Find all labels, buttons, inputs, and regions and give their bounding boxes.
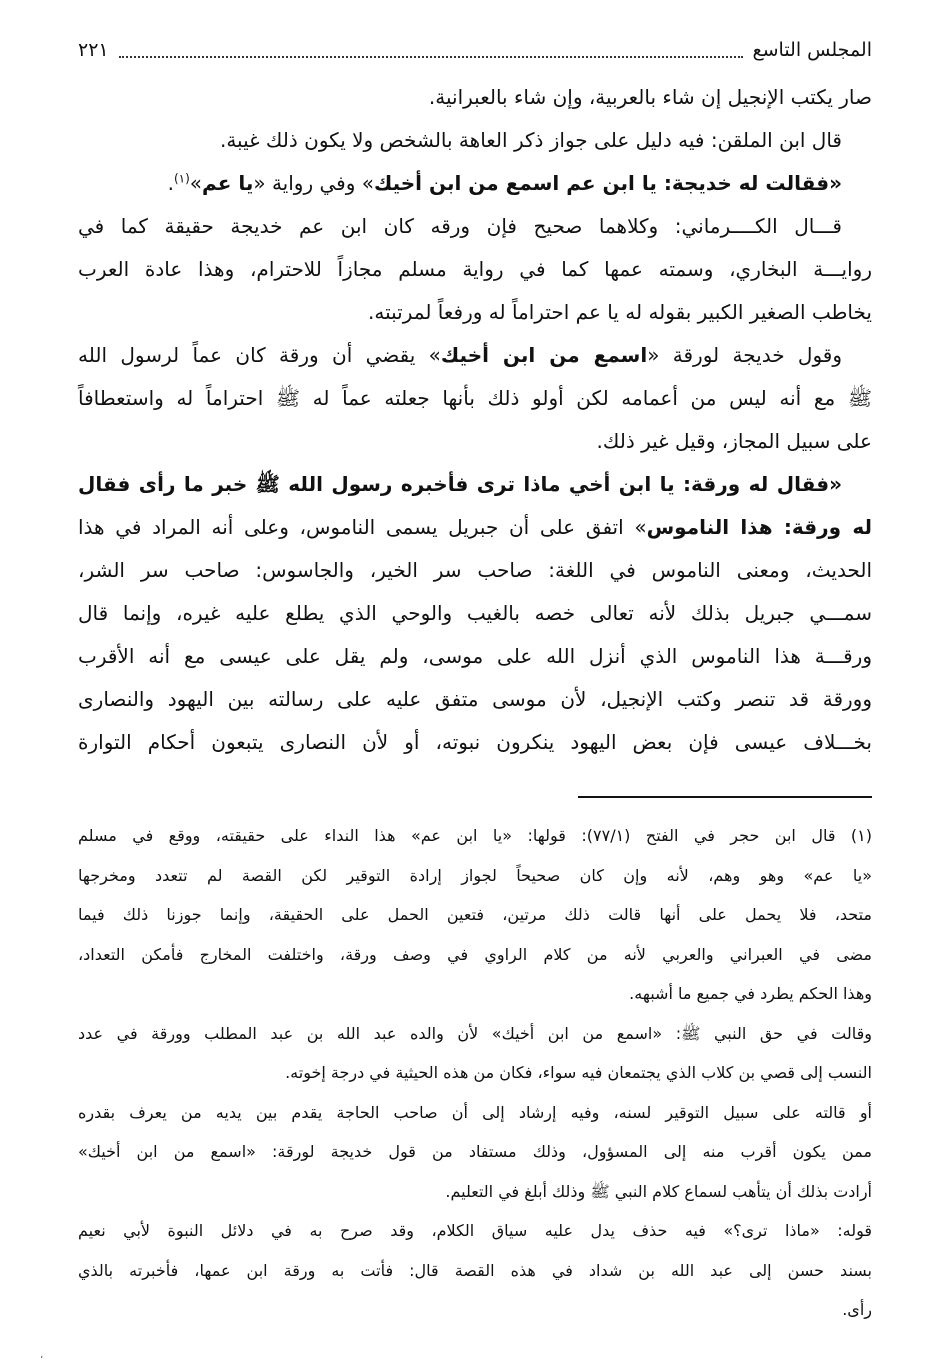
body-line: [78, 420, 872, 463]
text-segment: » وفي رواية «: [253, 171, 374, 195]
footnote-line: [78, 1172, 872, 1212]
text-segment: سمـــي جبريل بذلك لأنه تعالى خصه بالغيب والوحي الذي يطلع عليه غيره، وإنما قال: [78, 601, 872, 625]
footnote-line: [78, 1053, 872, 1093]
body-line: [78, 291, 872, 334]
text-segment: أرادت بذلك أن يتأهب لسماع كلام النبي ﷺ وذلك أبلغ في التعليم.: [445, 1181, 872, 1201]
body-line: [78, 377, 872, 420]
text-segment: روايـــة البخاري، وسمته عمها كما في رواية مسلم مجازاً للاحترام، وهذا عادة العرب: [78, 257, 872, 281]
text-segment: (١) قال ابن حجر في الفتح (٧٧/١): قولها: «يا ابن عم» هذا النداء على حقيقته، ووقع في مسلم: [78, 826, 873, 845]
main-text: [78, 76, 872, 764]
text-segment: النسب إلى قصي بن كلاب الذي يجتمعان فيه سواء، فكان من هذه الحيثية في درجة إخوته.: [285, 1063, 872, 1082]
body-line: [78, 463, 872, 506]
body-line: [78, 248, 872, 291]
text-segment: وهذا الحكم يطرد في جميع ما أشبهه.: [629, 984, 872, 1003]
text-segment: يخاطب الصغير الكبير بقوله له يا عم احتراماً له ورفعاً لمرتبته.: [368, 300, 872, 324]
text-segment: قوله: «ماذا ترى؟» فيه حذف يدل عليه سياق الكلام، وقد صرح به في دلائل النبوة لأبي نعيم: [78, 1221, 872, 1240]
text-segment: بخـــلاف عيسى فإن بعض اليهود ينكرون نبوته، أو لأن النصارى يتبعون أحكام التوارة: [78, 730, 872, 754]
footnote-line: [78, 1014, 872, 1054]
footnote-ref: (١): [173, 171, 190, 186]
body-line: [78, 721, 872, 764]
text-segment: ورقـــة هذا الناموس الذي أنزل الله على موسى، ولم يقل على عيسى مع أنه الأقرب: [78, 644, 872, 668]
text-segment: ممن يكون أقرب منه إلى المسؤول، وذلك مستفاد من قول خديجة لورقة: «اسمع من ابن أخيك»: [78, 1142, 872, 1161]
text-segment: متحد، فلا يحمل على أنها قالت ذلك مرتين، فتعين الحمل على الحقيقة، وإنما جوزنا ذلك فيما: [78, 905, 872, 924]
body-line: [78, 635, 872, 678]
text-segment: قـــال الكــــرماني: وكلاهما صحيح فإن ورقه كان ابن عم خديجة حقيقة كما في: [78, 214, 842, 238]
body-line: [78, 592, 872, 635]
footnotes: [78, 816, 872, 1330]
footnote-line: [78, 974, 872, 1014]
text-segment: ﷺ مع أنه ليس من أعمامه لكن أولو ذلك بأنها جعلته عماً له ﷺ احتراماً له واستعطافاً: [78, 386, 872, 410]
body-line: [78, 119, 872, 162]
text-segment: قال ابن الملقن: فيه دليل على جواز ذكر العاهة بالشخص ولا يكون ذلك غيبة.: [219, 128, 842, 152]
body-line: [78, 678, 872, 721]
text-segment: الحديث، ومعنى الناموس في اللغة: صاحب سر الخير، والجاسوس: صاحب سر الشر،: [78, 558, 872, 582]
text-segment: وورقة قد تنصر وكتب الإنجيل، لأن موسى متفق عليه على رسالته بين اليهود والنصارى: [78, 687, 872, 711]
body-line: [78, 506, 872, 549]
dotted-leader: [119, 42, 743, 58]
chapter-title: المجلس التاسع: [752, 39, 872, 61]
body-line: [78, 205, 872, 248]
hadith-quote: «فقال له ورقة: يا ابن أخي ماذا ترى فأخبره رسول الله ﷺ خبر ما رأى فقال: [78, 472, 842, 496]
text-segment: وقول خديجة لورقة «: [647, 343, 842, 367]
text-segment: بسند حسن إلى عبد الله بن شداد في هذه القصة قال: فأتت به ورقة ابن عمها، فأخبرته بالذي: [78, 1260, 872, 1280]
text-segment: صار يكتب الإنجيل إن شاء بالعربية، وإن شاء بالعبرانية.: [428, 85, 872, 109]
body-line: [78, 162, 872, 205]
hadith-quote: له ورقة: هذا الناموس: [646, 515, 872, 539]
hadith-quote: «فقالت له خديجة: يا ابن عم اسمع من ابن أخيك: [373, 171, 842, 195]
text-segment: » يقضي أن ورقة كان عماً لرسول الله: [78, 343, 441, 367]
footnote-line: [78, 816, 872, 856]
text-segment: وقالت في حق النبي ﷺ: «اسمع من ابن أخيك» لأن والده عبد الله بن عبد المطلب وورقة في عدد: [78, 1023, 872, 1043]
footnote-line: [78, 1132, 872, 1172]
text-segment: أو قالته على سبيل التوقير لسنه، وفيه إرشاد إلى أن صاحب الحاجة يقدم بين يديه من يعرف بقدره: [78, 1102, 872, 1122]
body-line: [78, 549, 872, 592]
body-line: [78, 76, 872, 119]
page-number: ٢٢١: [78, 39, 109, 61]
body-line: [78, 334, 872, 377]
footnote-line: [78, 1093, 872, 1133]
text-segment: »: [189, 171, 203, 195]
hadith-quote: يا عم: [202, 171, 254, 195]
text-segment: .: [167, 171, 174, 195]
footnote-separator: [578, 796, 872, 798]
footnote-line: [78, 856, 872, 896]
footnote-line: [78, 1290, 872, 1330]
text-segment: » اتفق على أن جبريل يسمى الناموس، وعلى أنه المراد في هذا: [78, 515, 647, 539]
footnote-line: [78, 1251, 872, 1291]
text-segment: رأى.: [842, 1300, 872, 1319]
text-segment: على سبيل المجاز، وقيل غير ذلك.: [596, 429, 872, 453]
footnote-line: [78, 935, 872, 975]
text-segment: «يا عم» وهو وهم، لأنه وإن كان صحيحاً لجواز إرادة التوقير لكن القصة لم تتعدد ومخرجها: [78, 865, 872, 885]
hadith-quote: اسمع من ابن أخيك: [440, 343, 648, 367]
corner-mark: ،: [40, 1350, 44, 1361]
footnote-line: [78, 895, 872, 935]
footnote-line: [78, 1211, 872, 1251]
running-header: [78, 34, 872, 66]
text-segment: مضى في العبراني والعربي لأنه من كلام الراوي في وصف ورقة، واختلفت المخارج فأمكن التعداد،: [78, 944, 872, 964]
